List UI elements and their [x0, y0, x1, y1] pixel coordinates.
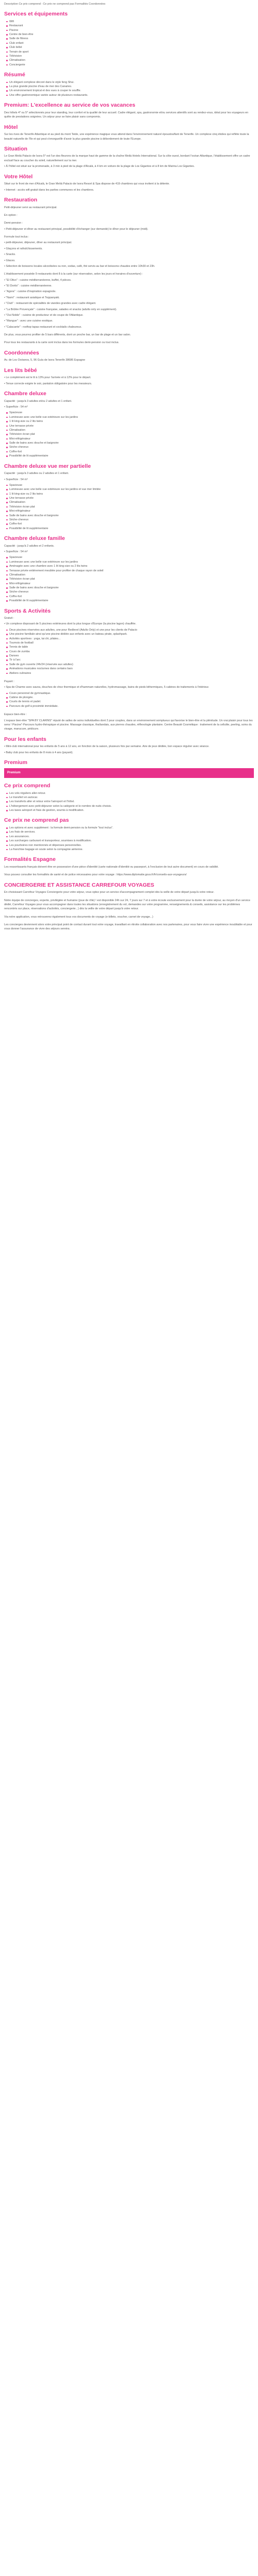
formule-item: • Sélection de boissons locales alcoolisées ou non, sodas, café, thé servis au bar et boissons chaudes entre 10h30 et 23h.	[4, 264, 155, 268]
list-item: Les options et avec supplément : la formule demi-pension ou la formule "tout inclus".	[6, 826, 254, 830]
situation-text: Le Gran Meliá Palacio de Isora 5* est l'un des fleurons de la marque haut de gamme de la chaîne Meliá Hotels International. Sur la côte ouest, bordant l'océan Atlantique, l'établissement offre un cadre exclusif face au coucher du soleil, naturellement sur la mer.	[4, 155, 250, 162]
list-item: Télévision écran plat	[6, 577, 254, 581]
list-item: Mini-réfrigérateur	[6, 582, 254, 586]
list-item: Restaurant	[6, 24, 254, 28]
breadcrumb: Description Ce prix comprend : Ce prix ne comprend pas Formalités Coordonnées	[4, 3, 106, 6]
list-item: Lumineuse avec une belle vue extérieure sur les jardins	[6, 415, 254, 419]
list-item: Centre de bien-être	[6, 32, 254, 37]
restaurant-item: • "Calacante" : rooftop tapas restaurant et cocktails chaleureux.	[4, 325, 82, 329]
formule-item: • Glaces.	[4, 259, 15, 262]
sports-list	[4, 628, 254, 675]
list-item: L'hébergement avec petit-déjeuner selon la catégorie et le nombre de nuits choisis.	[6, 804, 254, 808]
chambre-deluxe-list	[4, 411, 254, 458]
list-item: Les transferts aller et retour entre l'aéroport et l'hôtel.	[6, 800, 254, 804]
lits-bebe-title: Les lits bébé	[4, 367, 37, 374]
list-item: Sèche-cheveux	[6, 590, 254, 594]
lits-bebe-item: • Le complément est le lit à 13% pour l'arrivée et à 12% pour le départ.	[4, 376, 91, 380]
list-item: Les surcharges carburant et transporteur, soumises à modification.	[6, 839, 254, 843]
restaurant-item: • "La Brûlée Provençale" : cuisine française, salades et snacks (adults only en supplément).	[4, 308, 117, 311]
list-item: Climatisation	[6, 573, 254, 577]
list-item: Salle de fitness	[6, 37, 254, 41]
premium-banner: Premium	[4, 768, 254, 778]
list-item: Courts de tennis et padel.	[6, 700, 254, 704]
demi-pension-text: • Petit-déjeuner et dîner au restaurant principal, possibilité d'échanger (sur demande) le dîner pour le déjeuner (midi).	[4, 227, 149, 231]
list-item: Spacieuse	[6, 411, 254, 415]
list-item: Cabine de plongée.	[6, 696, 254, 700]
restaurant-item: • "Oui Noble" : cuisine de producteur et de coupe de l'Atlantique.	[4, 313, 84, 317]
formule-item: • petit-déjeuner, déjeuner, dîner au restaurant principal.	[4, 241, 72, 245]
restaurant-item: • "Club" : restaurant de spécialités de viandes grandes avec cadre élégant.	[4, 302, 96, 306]
premium-title: Premium	[4, 759, 27, 766]
restauration-title: Restauration	[4, 196, 38, 203]
sports-bien-etre-label: Espace bien-être :	[4, 713, 27, 717]
page	[0, 0, 258, 954]
list-item: Salle de bains avec douche et baignoire	[6, 514, 254, 518]
list-item: Terrain de sport	[6, 50, 254, 54]
list-item: Climatisation	[6, 58, 254, 62]
restaurant-item: • "Mangue" : avec une cuisine exotique.	[4, 319, 53, 323]
chambre-deluxe-surface: • Superficie : 54 m²	[4, 405, 28, 409]
formule-label: Formule tout inclus :	[4, 235, 29, 239]
restauration-text: Petit-déjeuner servi au restaurant principal.	[4, 206, 57, 209]
list-item: Possibilité de lit supplémentaire	[6, 454, 254, 458]
sports-payant-list	[4, 691, 254, 709]
restaurant-item: • "Agora" : cuisine d'inspiration espagnole.	[4, 290, 56, 294]
list-item: Un élégant complexe décoré dans le style feng Shui.	[6, 80, 254, 84]
conciergerie-text-3: Via notre application, vous retrouverez également tous vos documents de voyage (e-billets, voucher, carnet de voyage...)	[4, 915, 153, 919]
list-item: Piscine	[6, 28, 254, 32]
hotel-title: Hôtel	[4, 124, 18, 130]
premium-excellence-text: Des hôtels 4* ou 5* sélectionnés pour leur standing, leur confort et la qualité de leur accueil. Cadre élégant, spa, gastronomie et/ou services attentifs sont au rendez-vous, idéal pour les voyageurs en quête de prestations soignées. Un séjour pour se faire plaisir sans compromis.	[4, 111, 249, 119]
list-item: Lumineuse avec une belle vue extérieure sur les jardins et vue mer limitée	[6, 487, 254, 492]
list-item: 1 lit king-size ou 2 lits twins	[6, 492, 254, 496]
list-item: Sèche-cheveux	[6, 518, 254, 522]
list-item: Les vols réguliers aller-retour.	[6, 791, 254, 795]
list-item: Télévision écran plat	[6, 505, 254, 509]
sports-payant-label: Payant :	[4, 680, 14, 683]
list-item: Conciergerie	[6, 63, 254, 67]
chambre-deluxe-vue-capacity: Capacité : jusqu'à 3 adultes ou 2 adultes et 1 enfant.	[4, 472, 69, 476]
chambre-deluxe-vue-surface: • Superficie : 54 m²	[4, 478, 28, 481]
list-item: Cours de zumba	[6, 650, 254, 654]
ce-prix-comprend-title: Ce prix comprend	[4, 782, 51, 789]
restaurant-item: • "El Dorito" : cuisine méditerranéenne.	[4, 284, 52, 288]
hotel-text: Sur les rives de Tenerife Atlantique et au pied du mont Teide, une expérience magique vous attend dans l'environnement naturel époustouflant de Tenerife. Un complexe cinq étoiles qui reflète toute la beauté naturelle de l'île et qui peut s'enorgueillir d'avoir la plus grande piscine à débordement de toute l'Europe.	[4, 133, 249, 141]
list-item: Ateliers culinaires	[6, 671, 254, 675]
sports-bien-etre-text: L'espace bien-être "SPA BY CLARINS" réputé de salles de soins individuelles dont 2 pour couples, dans un environnement somptueux qui favorise le bien-être et la plénitude. Un vrai plaisir pour tous les sens ! Piscine"-Parcours hydro-thérapique et piscine. Massage classique, thaïlandais, aux pierres chaudes, réflexologie plantaire. Centre Beauté Cosmétique : traitement de la cellulite, peeling, soins du visage, manucure, pédicure.	[4, 719, 253, 731]
list-item: Spacieuse	[6, 483, 254, 487]
list-item: Mini-réfrigérateur	[6, 509, 254, 513]
enfants-title: Pour les enfants	[4, 736, 46, 742]
list-item: Une terrasse privée	[6, 496, 254, 500]
chambre-famille-capacity: Capacité : jusqu'à 2 adultes et 2 enfants.	[4, 544, 55, 548]
situation-text-2: • À l'hôtel est situé sur la promenade, à 3 min à pied de la plage d'Alcalá, à 4 km en voiture de la plage de Los Gigantes et à 8 km de Marina Los Gigantes.	[4, 165, 195, 168]
list-item: Les pourboires non mentionnés et dépenses personnelles.	[6, 843, 254, 848]
list-item: Cours personnel de gymnastique.	[6, 691, 254, 696]
restaurants-intro: L'établissement possède 9 restaurants dont 8 à la carte (sur réservation, selon les jours et horaires d'ouverture) :	[4, 273, 143, 276]
formalites-title: Formalités Espagne	[4, 856, 56, 863]
restaurant-item: • "El Olivo" : cuisine méditerranéenne, buffet, 4 pièces.	[4, 278, 72, 282]
enfants-item: • Baby club pour les enfants de 8 mois à 4 ans (payant).	[4, 751, 73, 754]
chambre-deluxe-capacity: Capacité : jusqu'à 3 adultes et/ou 2 adultes et 1 enfant.	[4, 399, 72, 403]
list-item: Salle de bains avec douche et baignoire	[6, 586, 254, 590]
lits-bebe-item: • Tenue correcte exigée le soir, pantalon obligatoire pour les messieurs.	[4, 382, 92, 385]
votre-hotel-text: Situé sur le front de mer d'Alcalá, le Gran Meliá Palacio de Isora Resort & Spa dispose de 419 chambres qui vous invitent à la détente.	[4, 182, 170, 186]
list-item: Les taxes aéroport et frais de gestion, soumis à modification.	[6, 808, 254, 812]
coordonnees-text: Av. de Los Océanos, 5, 96 Guía de Isora Tenerife 38686 Espagne	[4, 359, 86, 362]
formule-item: • Glaçons et rafraîchissements.	[4, 247, 43, 250]
conciergerie-text-4: Les concierges deviennent alors votre principal point de contact durant tout votre voyage, travaillant en étroite collaboration avec nos partenaires, pour vous faire vivre une expérience inoubliable et pour vous donner l'assurance de vivre des séjours sereins.	[4, 923, 252, 931]
list-item: Mini-réfrigérateur	[6, 437, 254, 441]
list-item: Télévision écran plat	[6, 432, 254, 436]
list-item: Climatisation	[6, 428, 254, 432]
ce-prix-comprend-list	[4, 791, 254, 813]
list-item: Lumineuse avec une belle vue extérieure sur les jardins	[6, 560, 254, 564]
list-item: Climatisation	[6, 500, 254, 504]
chambre-famille-list	[4, 555, 254, 603]
list-item: Danses	[6, 654, 254, 658]
conciergerie-title: CONCIERGERIE ET ASSISTANCE CARREFOUR VOYAGES	[4, 882, 154, 888]
list-item: Spacieuse	[6, 555, 254, 560]
list-item: Coffre-fort	[6, 450, 254, 454]
enfants-item: • Mini-club international pour les enfants de 5 ans à 12 ans, en fonction de la saison, plusieurs fois par semaine. Aire de jeux dédiée, bon espace régulier avec séance.	[4, 745, 209, 749]
list-item: Les frais de services.	[6, 830, 254, 834]
chambre-deluxe-title: Chambre deluxe	[4, 391, 46, 397]
list-item: Wifi	[6, 20, 254, 24]
ce-prix-ne-comprend-list	[4, 826, 254, 852]
list-item: Sèche-cheveux	[6, 445, 254, 449]
chambre-deluxe-vue-list	[4, 483, 254, 531]
list-item: Tir à l'arc	[6, 658, 254, 662]
votre-hotel-text-2: • Internet : accès wifi gratuit dans les parties communes et les chambres.	[4, 188, 94, 192]
list-item: Coffre-fort	[6, 595, 254, 599]
list-item: Possibilité de lit supplémentaire	[6, 527, 254, 531]
votre-hotel-title: Votre Hôtel	[4, 173, 33, 180]
list-item: Salle de gym ouverte 24h/24 (réservée aux adultes)	[6, 663, 254, 667]
situation-title: Situation	[4, 145, 27, 152]
services-list	[4, 20, 254, 67]
list-item: Les assurances.	[6, 835, 254, 839]
list-item: Tournois de football	[6, 641, 254, 645]
services-title: Services et équipements	[4, 11, 68, 18]
formalites-text: Les ressortissants français doivent être en possession d'une pièce d'identité (carte nationale d'identité ou passeport, à l'exclusion de tout autre document) en cours de validité.	[4, 865, 219, 869]
list-item: Le transfert en autocar.	[6, 795, 254, 800]
list-item: Animations musicales nocturnes dans certains bars	[6, 667, 254, 671]
list-item: Aménagée avec une chambre avec 1 lit king-size ou 2 lits twins	[6, 564, 254, 568]
list-item: Parcours de golf à proximité immédiate.	[6, 704, 254, 708]
chambre-famille-surface: • Superficie : 54 m²	[4, 550, 28, 553]
sports-title: Sports & Activités	[4, 607, 51, 614]
list-item: La plus grande piscine d'eau de mer des Canaries.	[6, 84, 254, 89]
restauration-closing: De plus, vous pourrez profiter de 5 bars différents, dont un proche bar, un bar de plage et un bar salon.	[4, 333, 131, 337]
formalites-text-2: Vous pouvez consulter les formalités de santé et de police nécessaires pour votre voyage : https://www.diplomatie.gouv.fr/fr/conseils-aux-voyageurs/	[4, 873, 187, 877]
restauration-closing-2: Pour tous les restaurants à la carte sont inclus dans les formules demi-pension ou tout inclus.	[4, 341, 119, 345]
formule-item: • Snacks.	[4, 253, 16, 257]
restauration-option-label: En option :	[4, 213, 18, 217]
coordonnees-title: Coordonnées	[4, 349, 39, 356]
list-item: Un environnement tropical et des vues à couper le souffle.	[6, 89, 254, 93]
list-item: Une offre gastronomique variée autour de plusieurs restaurants.	[6, 93, 254, 97]
sports-payant-text: • Spa de Charme avec sauna, douches de chez thermique et d'hammam naturelles, hydromassage, bains de pieds bithermiques, 5 cabines de traitements à l'intérieur.	[4, 686, 209, 689]
list-item: Activités sportives : yoga, tai chi, pilates...	[6, 637, 254, 641]
resume-title: Résumé	[4, 72, 25, 78]
list-item: Une piscine familiale ainsi qu'une piscine dédiée aux enfants avec un bateau pirate, splashpark.	[6, 632, 254, 636]
list-item: 1 lit king-size ou 2 lits twins	[6, 419, 254, 423]
sports-gratuit-label: Gratuit :	[4, 617, 14, 620]
chambre-deluxe-vue-title: Chambre deluxe vue mer partielle	[4, 463, 91, 469]
sports-gratuit-text: • Un complexe disposant de 5 piscines extérieures dont la plus longue d'Europe (la piscine lagon) chauffée.	[4, 622, 137, 626]
list-item: Terrasse privée entièrement meublée pour profiter de chaque rayon de soleil	[6, 569, 254, 573]
list-item: Tennis de table	[6, 645, 254, 649]
conciergerie-text-2: Notre équipe de concierges, experte, privilégiée et humaine (joue de rôle) ! est disponible 24h sur 24, 7 jours sur 7 et à votre écoute exclusivement pour la durée de votre séjour, au moyen d'un service dédié, Carrefour Voyages pour vous accompagner dans toutes les situations (enregistrement du vol, demandes sur votre programme, renseignements & conseils, assistance sur les problèmes rencontrés sur place, réservations d'activités, conciergerie...) dès la veille de votre départ jusqu'à votre retour.	[4, 899, 250, 911]
resume-list	[4, 80, 254, 98]
chambre-famille-title: Chambre deluxe famille	[4, 535, 65, 542]
list-item: Club bébé	[6, 45, 254, 49]
list-item: Possibilité de lit supplémentaire	[6, 599, 254, 603]
ce-prix-ne-comprend-title: Ce prix ne comprend pas	[4, 817, 69, 824]
list-item: Coffre-fort	[6, 522, 254, 526]
conciergerie-text: En choisissant Carrefour Voyages Conciergerie pour votre séjour, vous optez pour un service d'accompagnement complet dès la veille de votre départ jusqu'à votre retour.	[4, 891, 215, 894]
list-item: Salle de bains avec douche et baignoire	[6, 441, 254, 445]
restaurant-item: • "Nami" : restaurant asiatique et Teppanyaki.	[4, 296, 60, 299]
list-item: Deux piscines réservées aux adultes, une pour Redlevel (Adults Only) et une pour les clients de Palacio	[6, 628, 254, 632]
list-item: La franchise bagage en soute selon la compagnie aérienne.	[6, 848, 254, 852]
demi-pension-label: Demi-pension :	[4, 222, 23, 225]
list-item: Télévision	[6, 54, 254, 58]
list-item: Une terrasse privée	[6, 424, 254, 428]
premium-excellence-title: Premium: L'excellence au service de vos vacances	[4, 102, 136, 109]
list-item: Club enfant	[6, 41, 254, 45]
